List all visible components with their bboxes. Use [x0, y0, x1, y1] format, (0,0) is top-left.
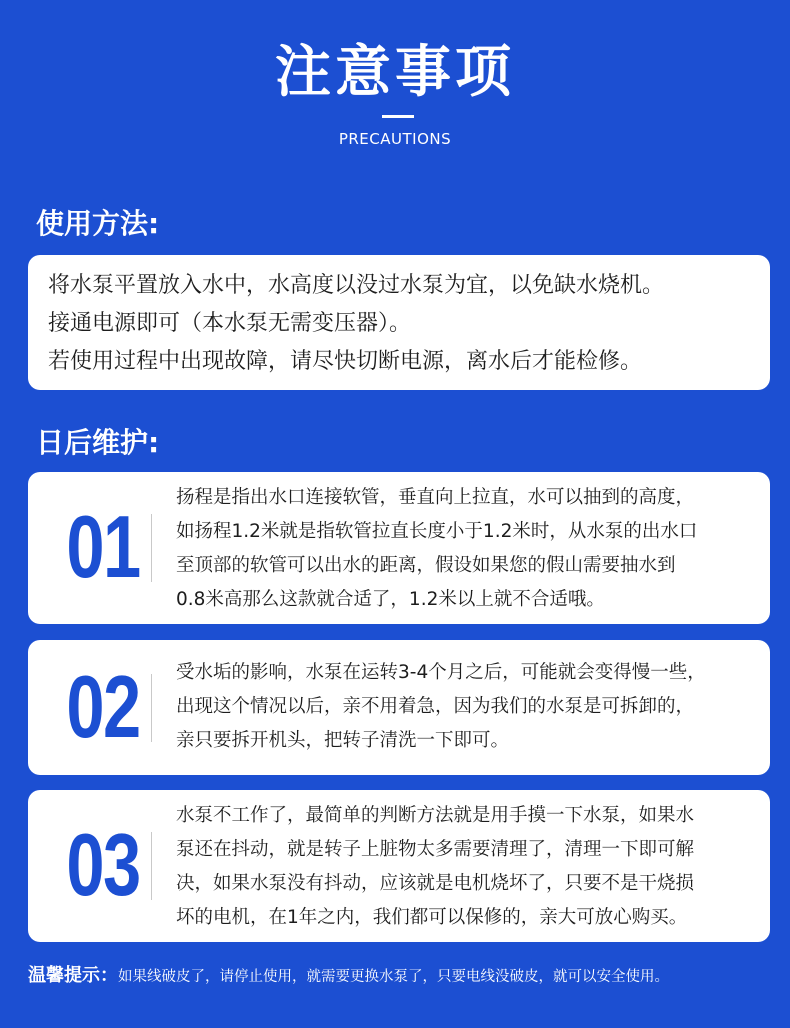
maintenance-card-1	[28, 472, 770, 624]
usage-heading: 使用方法:	[36, 207, 160, 240]
item-text	[176, 799, 756, 935]
item-line: 坏的电机，在1年之内，我们都可以保修的，亲大可放心购买。	[176, 907, 688, 928]
item-number: 03	[66, 815, 140, 914]
item-line: 0.8米高那么这款就合适了，1.2米以上就不合适哦。	[176, 589, 605, 610]
item-divider	[151, 832, 152, 900]
item-line: 扬程是指出水口连接软管，垂直向上拉直，水可以抽到的高度，	[176, 487, 695, 508]
item-line: 受水垢的影响，水泵在运转3-4个月之后，可能就会变得慢一些，	[176, 662, 706, 683]
item-number: 01	[66, 497, 140, 596]
tip-text: 如果线破皮了，请停止使用，就需要更换水泵了，只要电线没破皮，就可以安全使用。	[118, 969, 669, 985]
usage-line: 将水泵平置放入水中，水高度以没过水泵为宜，以免缺水烧机。	[48, 273, 665, 298]
item-divider	[151, 674, 152, 742]
item-text	[176, 656, 756, 758]
maintenance-heading: 日后维护:	[36, 426, 160, 459]
usage-line: 接通电源即可（本水泵无需变压器）。	[48, 311, 412, 336]
item-line: 如扬程1.2米就是指软管拉直长度小于1.2米时，从水泵的出水口	[176, 521, 698, 542]
item-line: 决，如果水泵没有抖动，应该就是电机烧坏了，只要不是干烧损	[176, 873, 695, 894]
item-line: 出现这个情况以后，亲不用着急，因为我们的水泵是可拆卸的，	[176, 696, 695, 717]
usage-line: 若使用过程中出现故障，请尽快切断电源，离水后才能检修。	[48, 349, 643, 374]
maintenance-card-3	[28, 790, 770, 942]
tip-label: 温馨提示：	[28, 965, 118, 986]
item-line: 水泵不工作了，最简单的判断方法就是用手摸一下水泵，如果水	[176, 805, 695, 826]
item-line: 至顶部的软管可以出水的距离，假设如果您的假山需要抽水到	[176, 555, 676, 576]
warm-tip	[28, 964, 788, 989]
item-line: 泵还在抖动，就是转子上脏物太多需要清理了，清理一下即可解	[176, 839, 695, 860]
page-title: 注意事项	[275, 40, 515, 105]
item-divider	[151, 514, 152, 582]
item-number: 02	[66, 657, 140, 756]
item-text	[176, 481, 756, 617]
maintenance-card-2	[28, 640, 770, 775]
page-subtitle: PRECAUTIONS	[338, 130, 452, 148]
usage-card	[28, 255, 770, 390]
item-line: 亲只要拆开机头，把转子清洗一下即可。	[176, 730, 510, 751]
title-underline	[382, 115, 414, 118]
